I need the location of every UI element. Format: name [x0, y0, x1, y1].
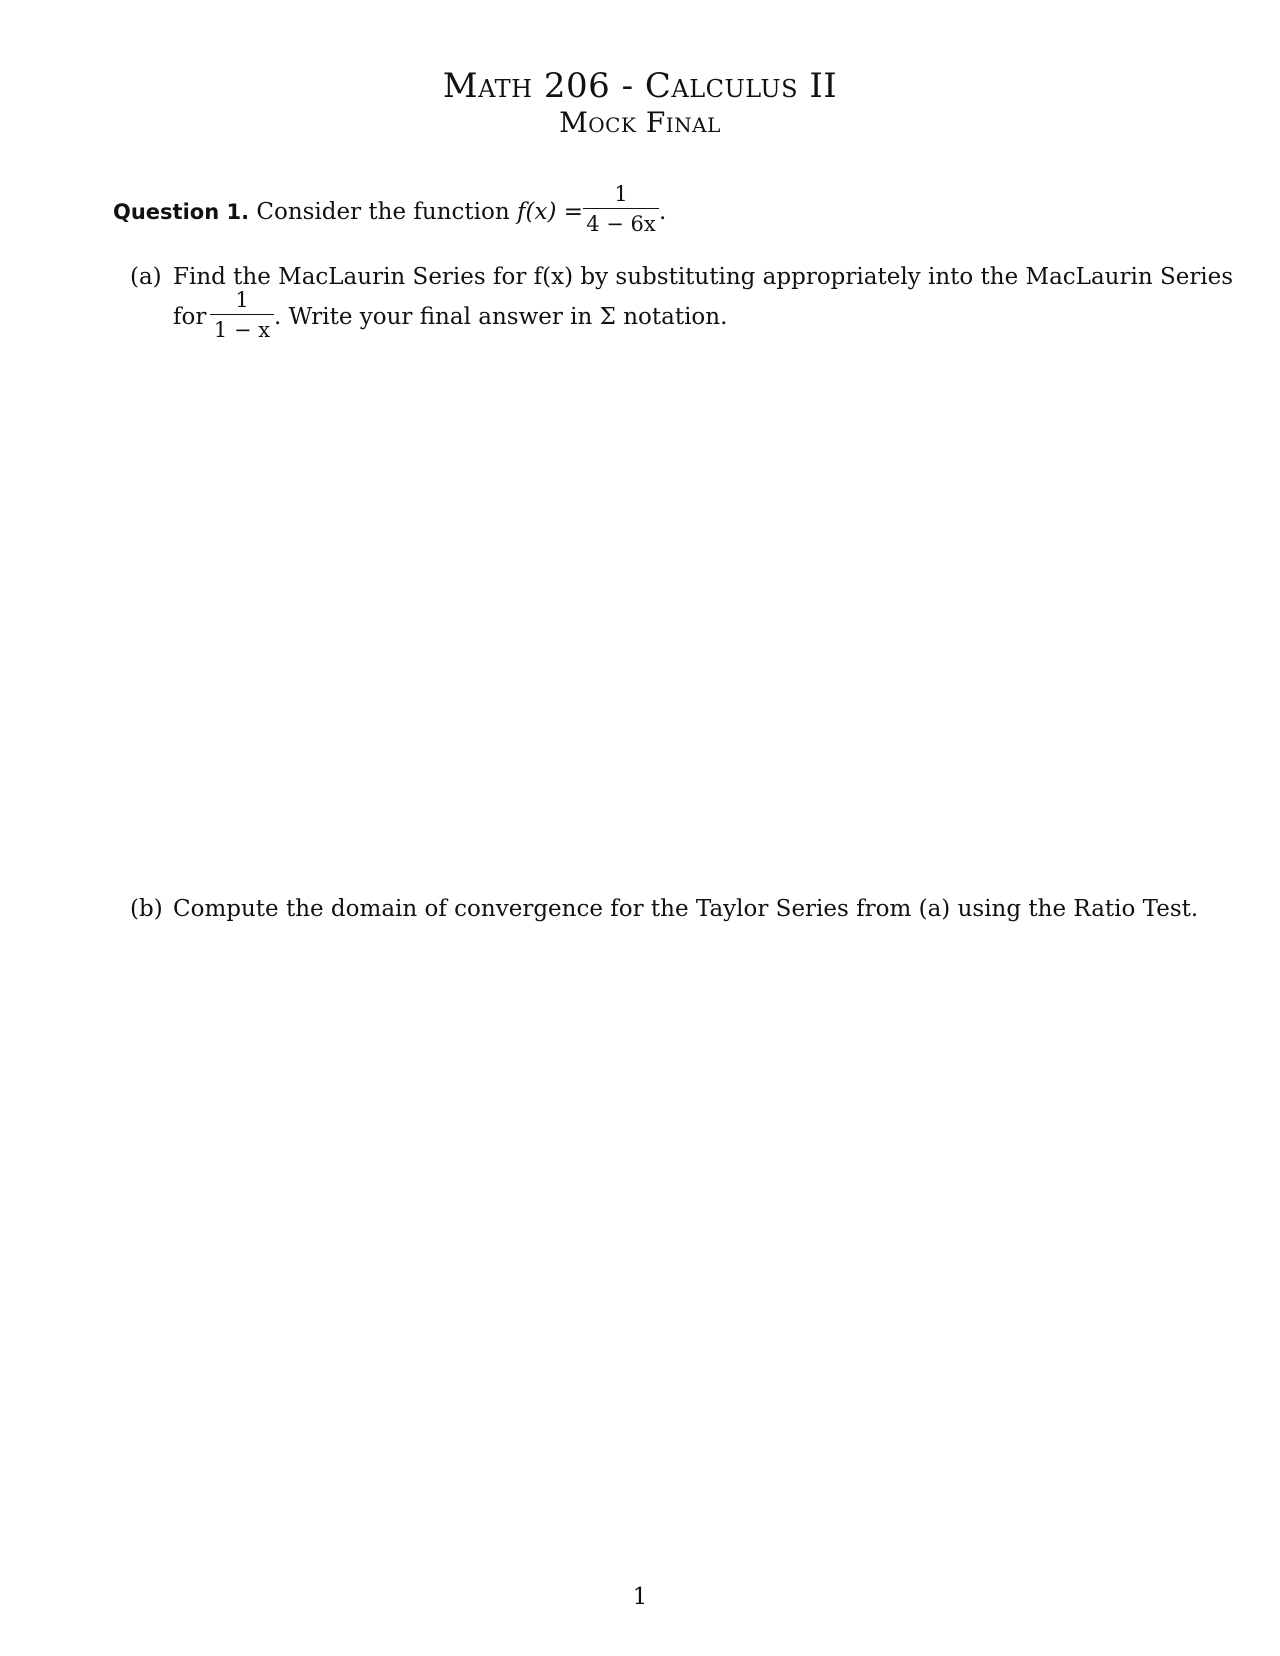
part-a-marker: (a) [130, 264, 162, 290]
part-a-for: for [173, 304, 207, 330]
function-period: . [659, 199, 667, 225]
page-number: 1 [632, 1584, 648, 1610]
page-subtitle: Mock Final [559, 106, 721, 139]
fraction-bar [583, 208, 659, 209]
fraction-bar [210, 314, 274, 315]
part-a-line2: . Write your final answer in Σ notation. [274, 304, 728, 330]
question-intro: Consider the function [256, 199, 510, 225]
question-label: Question 1. [113, 200, 250, 224]
fraction-numerator: 1 [235, 288, 249, 312]
page-title: Math 206 - Calculus II [442, 66, 838, 106]
fraction-denominator: 1 − x [213, 318, 271, 342]
fraction-numerator: 1 [614, 182, 628, 206]
question-1-line [113, 198, 583, 226]
part-a-line1: Find the MacLaurin Series for f(x) by substituting appropriately into the MacLaurin Series [173, 264, 1234, 290]
part-b-marker: (b) [130, 896, 163, 922]
function-fraction [583, 182, 659, 236]
function-lhs: f(x) = [517, 199, 584, 225]
geometric-fraction [210, 288, 274, 342]
fraction-denominator: 4 − 6x [586, 212, 656, 236]
part-b-text: Compute the domain of convergence for the Taylor Series from (a) using the Ratio Test. [173, 896, 1199, 922]
